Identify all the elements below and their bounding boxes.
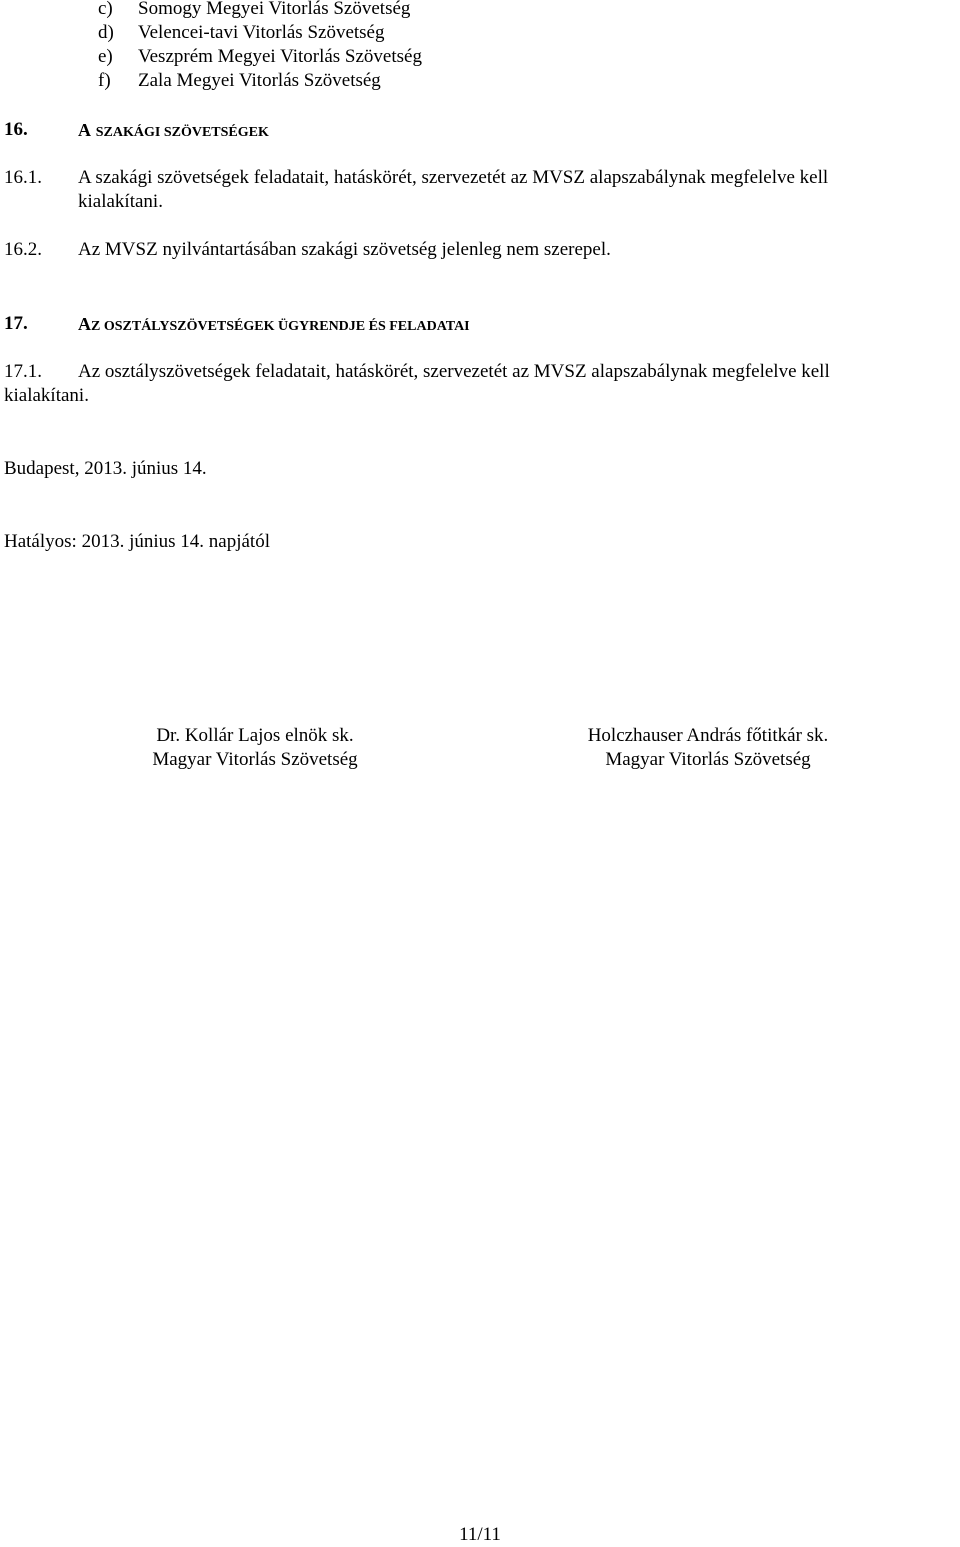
paragraph-17-1-number: 17.1. xyxy=(4,361,42,382)
list-label: f) xyxy=(98,70,111,91)
list-label: c) xyxy=(98,0,113,19)
paragraph-16-1-number: 16.1. xyxy=(4,167,42,188)
list-item xyxy=(98,21,385,45)
page-number: 11/11 xyxy=(459,1524,501,1545)
list-text: Zala Megyei Vitorlás Szövetség xyxy=(138,70,381,91)
list-text: Velencei-tavi Vitorlás Szövetség xyxy=(138,22,385,43)
list-text: Somogy Megyei Vitorlás Szövetség xyxy=(138,0,411,19)
list-label: e) xyxy=(98,46,113,67)
paragraph-17-1-line1: Az osztályszövetségek feladatait, hatáskörét, szervezetét az MVSZ alapszabálynak megfelelve kell xyxy=(78,361,830,382)
place-date: Budapest, 2013. június 14. xyxy=(4,458,207,479)
list-item xyxy=(98,0,410,21)
list-label: d) xyxy=(98,22,114,43)
section-17-number: 17. xyxy=(4,313,28,334)
signature-name: Dr. Kollár Lajos elnök sk. xyxy=(156,725,354,746)
signature-block-secretary xyxy=(528,724,888,772)
list-item xyxy=(98,69,381,93)
signature-block-president xyxy=(75,724,435,772)
paragraph-16-2-text: Az MVSZ nyilvántartásában szakági szövetség jelenleg nem szerepel. xyxy=(78,239,611,260)
section-17-title xyxy=(78,312,470,339)
section-16-title xyxy=(78,118,269,145)
paragraph-16-1-line1: A szakági szövetségek feladatait, hatáskörét, szervezetét az MVSZ alapszabálynak megfelelve kell xyxy=(78,167,829,188)
signature-org: Magyar Vitorlás Szövetség xyxy=(152,749,358,770)
effective-date: Hatályos: 2013. június 14. napjától xyxy=(4,531,270,552)
section-17-title-first: A xyxy=(78,314,91,334)
signature-name: Holczhauser András főtitkár sk. xyxy=(587,725,829,746)
section-16-title-rest: SZAKÁGI SZÖVETSÉGEK xyxy=(95,125,269,140)
paragraph-17-1-line2: kialakítani. xyxy=(4,385,89,406)
paragraph-16-2-number: 16.2. xyxy=(4,239,42,260)
list-item xyxy=(98,45,422,69)
section-16-title-first: A xyxy=(78,120,91,140)
paragraph-16-1-line2: kialakítani. xyxy=(78,191,163,212)
list-text: Veszprém Megyei Vitorlás Szövetség xyxy=(138,46,422,67)
signature-org: Magyar Vitorlás Szövetség xyxy=(605,749,811,770)
section-17-title-rest: Z OSZTÁLYSZÖVETSÉGEK ÜGYRENDJE ÉS FELADATAI xyxy=(91,319,470,334)
section-16-number: 16. xyxy=(4,119,28,140)
